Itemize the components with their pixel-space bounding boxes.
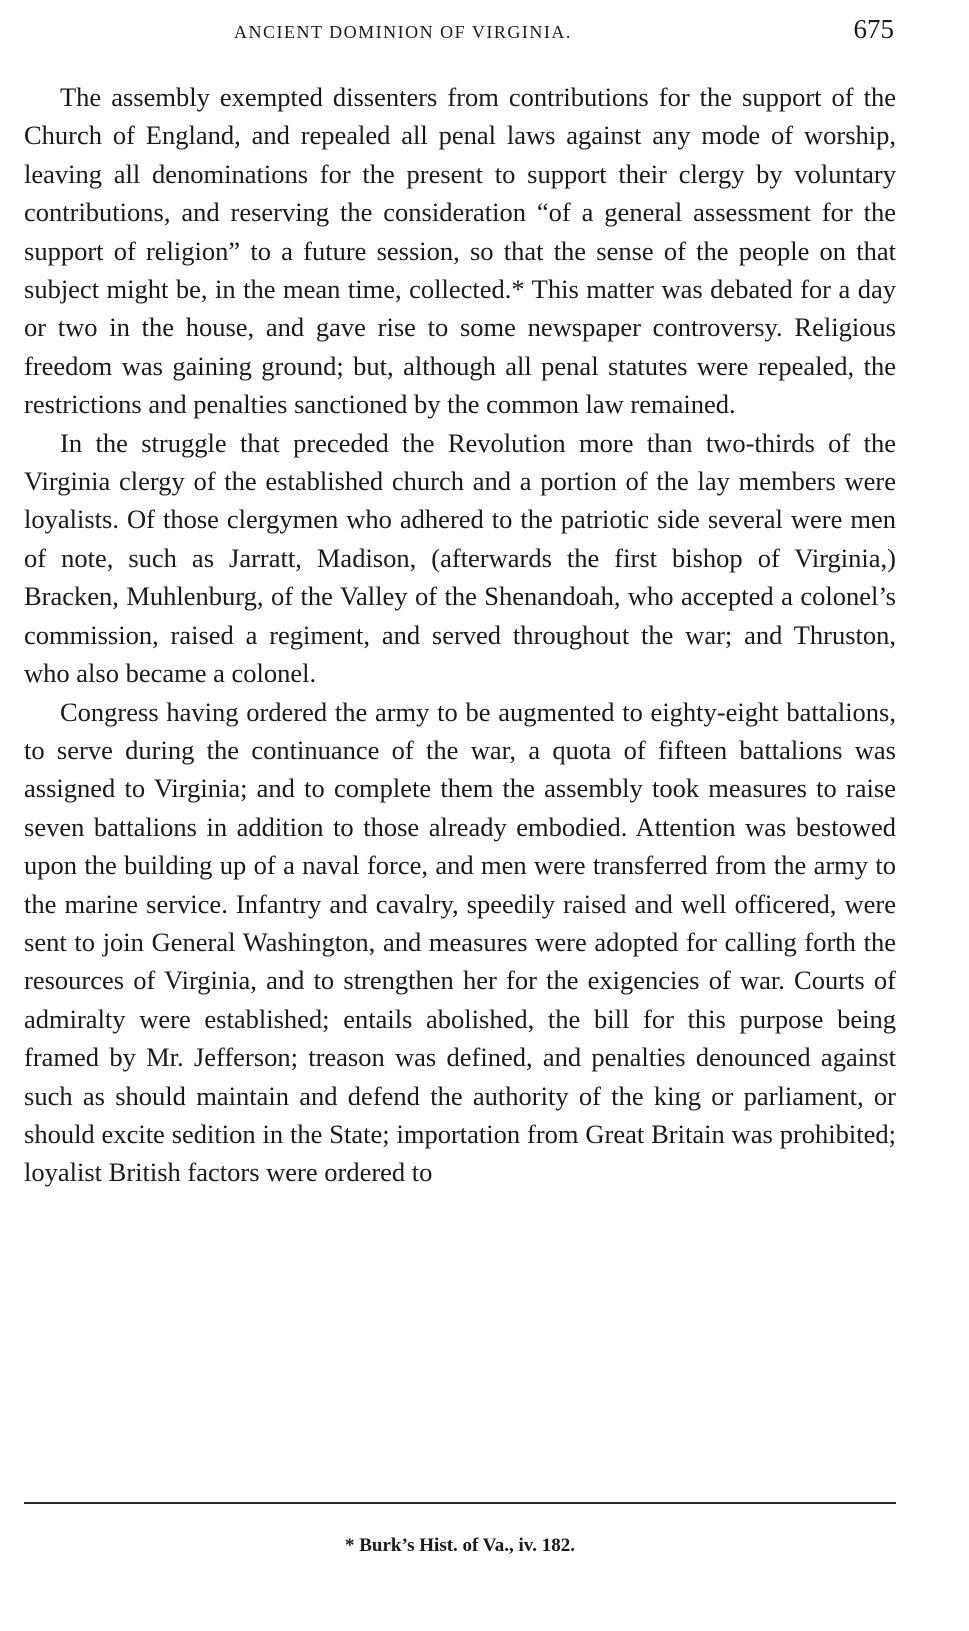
paragraph-2: In the struggle that preceded the Revolution more than two-thirds of the Virginia clergy of the established church and a portion of the lay members were loyalists. Of those clergymen who adhered to the patriotic side several were men of note, such as Jarratt, Madison, (afterwards the first bishop of Virginia,) Bracken, Muhlenburg, of the Valley of the Shenandoah, who accepted a colonel’s commission, raised a regiment, and served throughout the war; and Thruston, who also became a colonel. <box>24 427 896 689</box>
body-text <box>24 78 896 1192</box>
page-number: 675 <box>853 14 894 44</box>
page-header <box>24 12 896 52</box>
paragraph-1: The assembly exempted dissenters from contributions for the support of the Church of England, and repealed all penal laws against any mode of worship, leaving all denominations for the present to support their clergy by voluntary contributions, and reserving the consideration “of a general assessment for the support of religion” to a future session, so that the sense of the people on that subject might be, in the mean time, collected.* This matter was debated for a day or two in the house, and gave rise to some newspaper controversy. Religious freedom was gaining ground; but, although all penal statutes were repealed, the restrictions and penalties sanctioned by the common law remained. <box>24 82 896 420</box>
paragraph-3: Congress having ordered the army to be augmented to eighty-eight battalions, to serve during the continuance of the war, a quota of fifteen battalions was assigned to Virginia; and to complete them the assembly took measures to raise seven battalions in addition to those already embodied. Attention was bestowed upon the building up of a naval force, and men were transferred from the army to the marine service. Infantry and cavalry, speedily raised and well officered, were sent to join General Washington, and measures were adopted for calling forth the resources of Virginia, and to strengthen her for the exigencies of war. Courts of admiralty were established; entails abolished, the bill for this purpose being framed by Mr. Jefferson; treason was defined, and penalties denounced against such as should maintain and defend the authority of the king or parliament, or should excite sedition in the State; importation from Great Britain was prohibited; loyalist British factors were ordered to <box>24 696 896 1188</box>
footnote: * Burk’s Hist. of Va., iv. 182. <box>345 1535 575 1556</box>
running-head: ANCIENT DOMINION OF VIRGINIA. <box>234 22 572 42</box>
footnote-rule <box>24 1502 896 1504</box>
book-page <box>24 0 896 1631</box>
